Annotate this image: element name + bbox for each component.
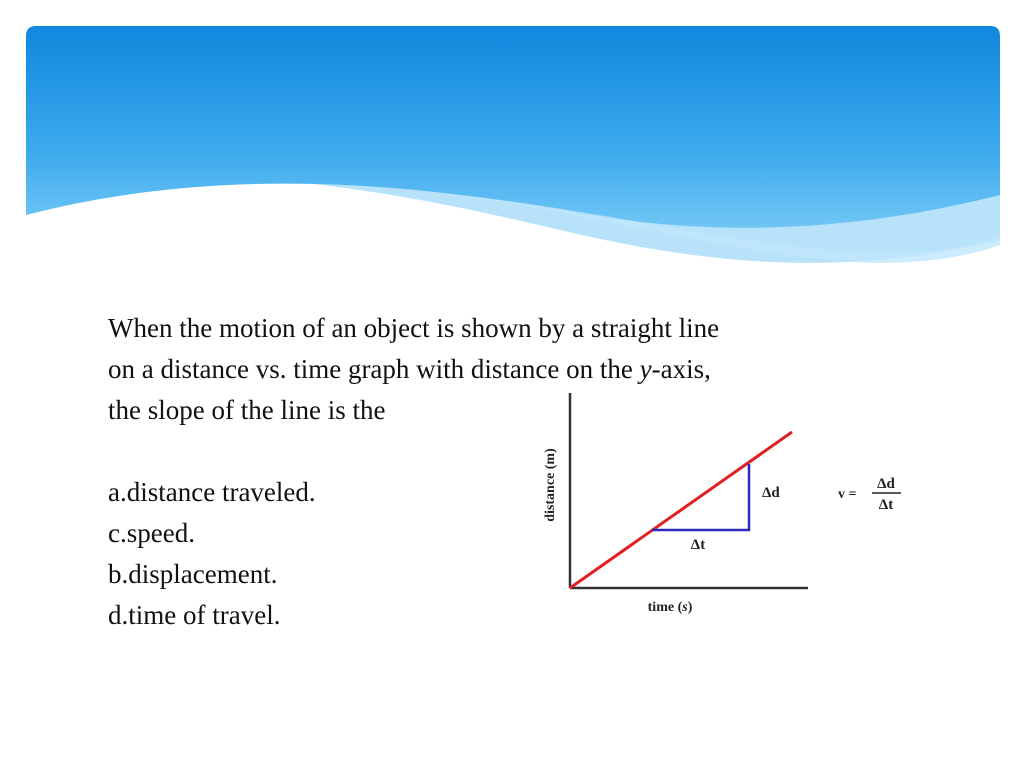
x-axis-label: time (s) (647, 600, 693, 615)
formula-numerator: Δd (877, 476, 895, 492)
header-banner (0, 0, 1024, 300)
question-line-2-end: -axis, (651, 354, 711, 384)
question-line-1: When the motion of an object is shown by a straight line (108, 313, 720, 343)
question-line-2-start: on a distance vs. time graph with distance on the (108, 354, 640, 384)
y-variable: y (639, 354, 652, 384)
question-line-3: the slope of the line is the (108, 395, 386, 425)
delta-t-label: Δt (690, 537, 706, 553)
formula-denominator: Δt (878, 497, 894, 513)
formula-lhs: v = (838, 487, 857, 502)
distance-time-graph (520, 385, 920, 625)
banner-wave-main (26, 26, 1000, 228)
option-d: d.time of travel. (108, 600, 281, 630)
option-a: a.distance traveled. (108, 477, 316, 507)
velocity-formula (838, 476, 901, 513)
y-axis-label: distance (m) (543, 448, 558, 522)
option-b: b.displacement. (108, 559, 278, 589)
distance-time-line (570, 432, 792, 588)
delta-d-label: Δd (762, 485, 780, 501)
option-c: c.speed. (108, 518, 195, 548)
answer-options (108, 472, 316, 636)
question-line-2 (108, 349, 908, 390)
